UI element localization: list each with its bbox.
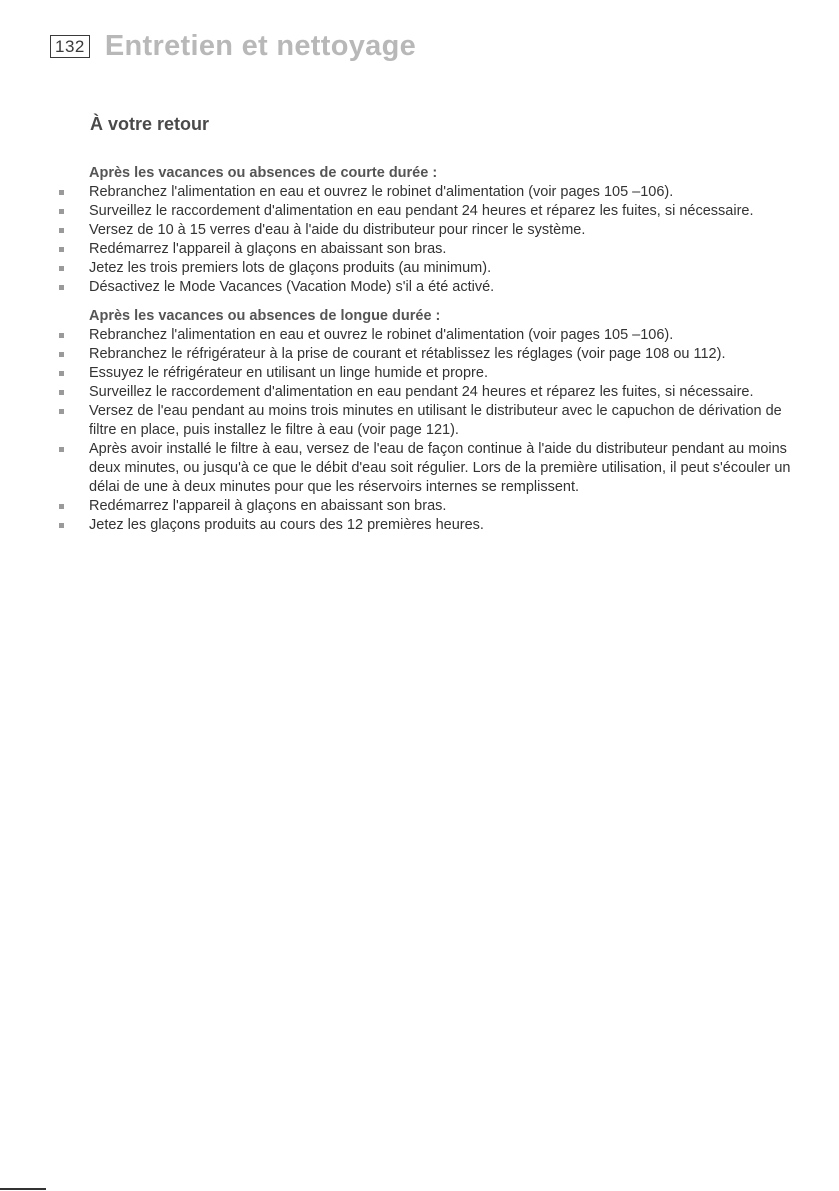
square-bullet-icon	[59, 247, 64, 252]
list-item	[0, 259, 839, 278]
square-bullet-icon	[59, 504, 64, 509]
subheading-long-absence: Après les vacances ou absences de longue durée :	[89, 308, 441, 324]
section-title: À votre retour	[90, 114, 210, 134]
footer-rule	[0, 1188, 46, 1190]
square-bullet-icon	[59, 352, 64, 357]
list-item	[0, 364, 839, 383]
list-item-text: Jetez les trois premiers lots de glaçons produits (au minimum).	[89, 260, 492, 276]
list-item	[0, 326, 839, 345]
list-item-text: Essuyez le réfrigérateur en utilisant un linge humide et propre.	[89, 365, 488, 381]
list-item	[0, 221, 839, 240]
list-item	[0, 278, 839, 297]
square-bullet-icon	[59, 371, 64, 376]
list-item	[0, 440, 839, 497]
page-number: 132	[50, 35, 90, 58]
square-bullet-icon	[59, 390, 64, 395]
list-item-text: Désactivez le Mode Vacances (Vacation Mode) s'il a été activé.	[89, 279, 495, 295]
list-item	[0, 202, 839, 221]
square-bullet-icon	[59, 333, 64, 338]
list-item	[0, 402, 839, 440]
square-bullet-icon	[59, 285, 64, 290]
square-bullet-icon	[59, 228, 64, 233]
square-bullet-icon	[59, 266, 64, 271]
square-bullet-icon	[59, 409, 64, 414]
list-item	[0, 240, 839, 259]
list-item-text: Versez de l'eau pendant au moins trois minutes en utilisant le distributeur avec le capuchon de dérivation de filtre en place, puis installez le filtre à eau (voir page 121).	[89, 403, 782, 438]
list-item-text: Surveillez le raccordement d'alimentation en eau pendant 24 heures et réparez les fuites, si nécessaire.	[89, 203, 754, 219]
bullet-list-long-absence	[0, 326, 839, 535]
list-item	[0, 183, 839, 202]
list-item	[0, 345, 839, 364]
list-item-text: Versez de 10 à 15 verres d'eau à l'aide du distributeur pour rincer le système.	[89, 222, 586, 238]
list-item	[0, 497, 839, 516]
list-item	[0, 383, 839, 402]
list-item-text: Rebranchez l'alimentation en eau et ouvrez le robinet d'alimentation (voir pages 105 –106).	[89, 184, 674, 200]
square-bullet-icon	[59, 209, 64, 214]
subheading-short-absence: Après les vacances ou absences de courte durée :	[89, 165, 438, 181]
square-bullet-icon	[59, 190, 64, 195]
subsection-short-absence	[0, 164, 839, 297]
list-item	[0, 516, 839, 535]
list-item-text: Rebranchez l'alimentation en eau et ouvrez le robinet d'alimentation (voir pages 105 –106).	[89, 327, 674, 343]
bullet-list-short-absence	[0, 183, 839, 297]
list-item-text: Redémarrez l'appareil à glaçons en abaissant son bras.	[89, 498, 447, 514]
list-item-text: Après avoir installé le filtre à eau, versez de l'eau de façon continue à l'aide du distributeur pendant au moins deux minutes, ou jusqu'à ce que le débit d'eau soit régulier. Lors de la première utilisation, il peut s'écouler un délai de une à deux minutes pour que les réservoirs internes se remplissent.	[89, 441, 791, 495]
content	[0, 164, 839, 545]
list-item-text: Surveillez le raccordement d'alimentation en eau pendant 24 heures et réparez les fuites, si nécessaire.	[89, 384, 754, 400]
list-item-text: Rebranchez le réfrigérateur à la prise de courant et rétablissez les réglages (voir page 108 ou 112).	[89, 346, 726, 362]
square-bullet-icon	[59, 447, 64, 452]
subsection-long-absence	[0, 307, 839, 535]
list-item-text: Redémarrez l'appareil à glaçons en abaissant son bras.	[89, 241, 447, 257]
list-item-text: Jetez les glaçons produits au cours des 12 premières heures.	[89, 517, 484, 533]
page-header	[50, 30, 416, 63]
square-bullet-icon	[59, 523, 64, 528]
page-title: Entretien et nettoyage	[104, 30, 417, 62]
